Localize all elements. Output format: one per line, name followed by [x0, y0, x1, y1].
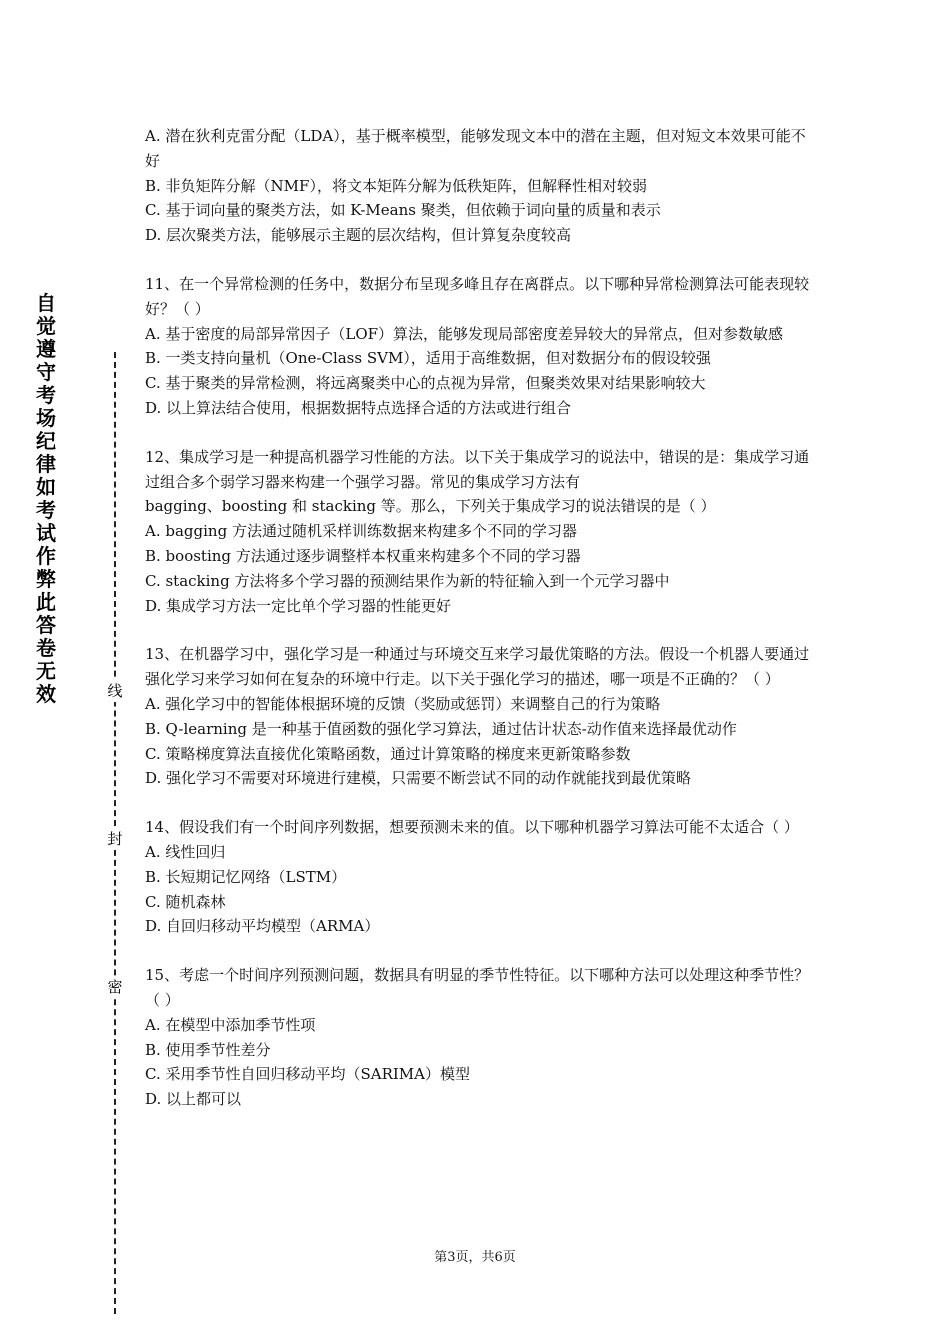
page-number: 第3页，共6页: [434, 1250, 516, 1265]
option-c: C. 采用季节性自回归移动平均（SARIMA）模型: [145, 1065, 470, 1084]
option-c: C. 随机森林: [145, 892, 226, 911]
question-stem: 15、考虑一个时间序列预测问题，数据具有明显的季节性特征。以下哪种方法可以处理这种季节性？（ ）: [145, 966, 810, 1009]
option-c: C. stacking 方法将多个学习器的预测结果作为新的特征输入到一个元学习器中: [145, 571, 670, 590]
option-a: A. 潜在狄利克雷分配（LDA），基于概率模型，能够发现文本中的潜在主题，但对短文本效果可能不好: [145, 127, 806, 170]
question-11: [145, 272, 810, 421]
question-stem: 12、集成学习是一种提高机器学习性能的方法。以下关于集成学习的说法中，错误的是：集成学习通过组合多个弱学习器来构建一个强学习器。常见的集成学习方法有: [145, 447, 810, 491]
option-b: B. Q-learning 是一种基于值函数的强化学习算法，通过估计状态-动作值来选择最优动作: [145, 719, 737, 738]
question-stem: 11、在一个异常检测的任务中，数据分布呈现多峰且存在离群点。以下哪种异常检测算法可能表现较好？（ ）: [145, 274, 810, 318]
option-b: B. boosting 方法通过逐步调整样本权重来构建多个不同的学习器: [145, 546, 581, 565]
option-a: A. 线性回归: [145, 842, 226, 861]
option-d: D. 以上算法结合使用，根据数据特点选择合适的方法或进行组合: [145, 398, 572, 417]
option-c: C. 基于词向量的聚类方法，如 K-Means 聚类，但依赖于词向量的质量和表示: [145, 201, 661, 220]
option-a: A. bagging 方法通过随机采样训练数据来构建多个不同的学习器: [145, 522, 577, 541]
option-b: B. 使用季节性差分: [145, 1040, 271, 1059]
option-d: D. 层次聚类方法，能够展示主题的层次结构，但计算复杂度较高: [145, 226, 572, 245]
binding-mark-secret: 密: [104, 976, 126, 998]
option-d: D. 以上都可以: [145, 1090, 242, 1109]
question-stem-continued: bagging、boosting 和 stacking 等。那么，下列关于集成学习的说法错误的是（ ）: [145, 497, 716, 516]
question-content: [145, 124, 810, 1136]
question-stem: 13、在机器学习中，强化学习是一种通过与环境交互来学习最优策略的方法。假设一个机器人要通过强化学习来学习如何在复杂的环境中行走。以下关于强化学习的描述，哪一项是不正确的？（ ）: [145, 645, 810, 689]
option-d: D. 自回归移动平均模型（ARMA）: [145, 917, 380, 936]
option-d: D. 强化学习不需要对环境进行建模，只需要不断尝试不同的动作就能找到最优策略: [145, 769, 692, 788]
option-c: C. 策略梯度算法直接优化策略函数，通过计算策略的梯度来更新策略参数: [145, 744, 631, 763]
question-14: [145, 815, 810, 939]
binding-mark-seal: 封: [104, 828, 126, 850]
option-d: D. 集成学习方法一定比单个学习器的性能更好: [145, 596, 452, 615]
option-b: B. 一类支持向量机（One-Class SVM），适用于高维数据，但对数据分布的假设较强: [145, 349, 711, 368]
prev-question-options: [145, 124, 810, 248]
question-12: [145, 445, 810, 619]
option-b: B. 长短期记忆网络（LSTM）: [145, 867, 347, 886]
binding-mark-line: 线: [104, 680, 126, 702]
option-a: A. 在模型中添加季节性项: [145, 1015, 316, 1034]
option-b: B. 非负矩阵分解（NMF），将文本矩阵分解为低秩矩阵，但解释性相对较弱: [145, 176, 647, 195]
option-a: A. 基于密度的局部异常因子（LOF）算法，能够发现局部密度差异较大的异常点，但对参数敏感: [145, 324, 784, 343]
question-stem: 14、假设我们有一个时间序列数据，想要预测未来的值。以下哪种机器学习算法可能不太适合（ ）: [145, 818, 799, 837]
exam-discipline-notice: 自觉遵守考场纪律如考试作弊此答卷无效: [36, 291, 56, 706]
option-a: A. 强化学习中的智能体根据环境的反馈（奖励或惩罚）来调整自己的行为策略: [145, 694, 661, 713]
option-c: C. 基于聚类的异常检测，将远离聚类中心的点视为异常，但聚类效果对结果影响较大: [145, 374, 706, 393]
question-15: [145, 963, 810, 1112]
question-13: [145, 642, 810, 791]
